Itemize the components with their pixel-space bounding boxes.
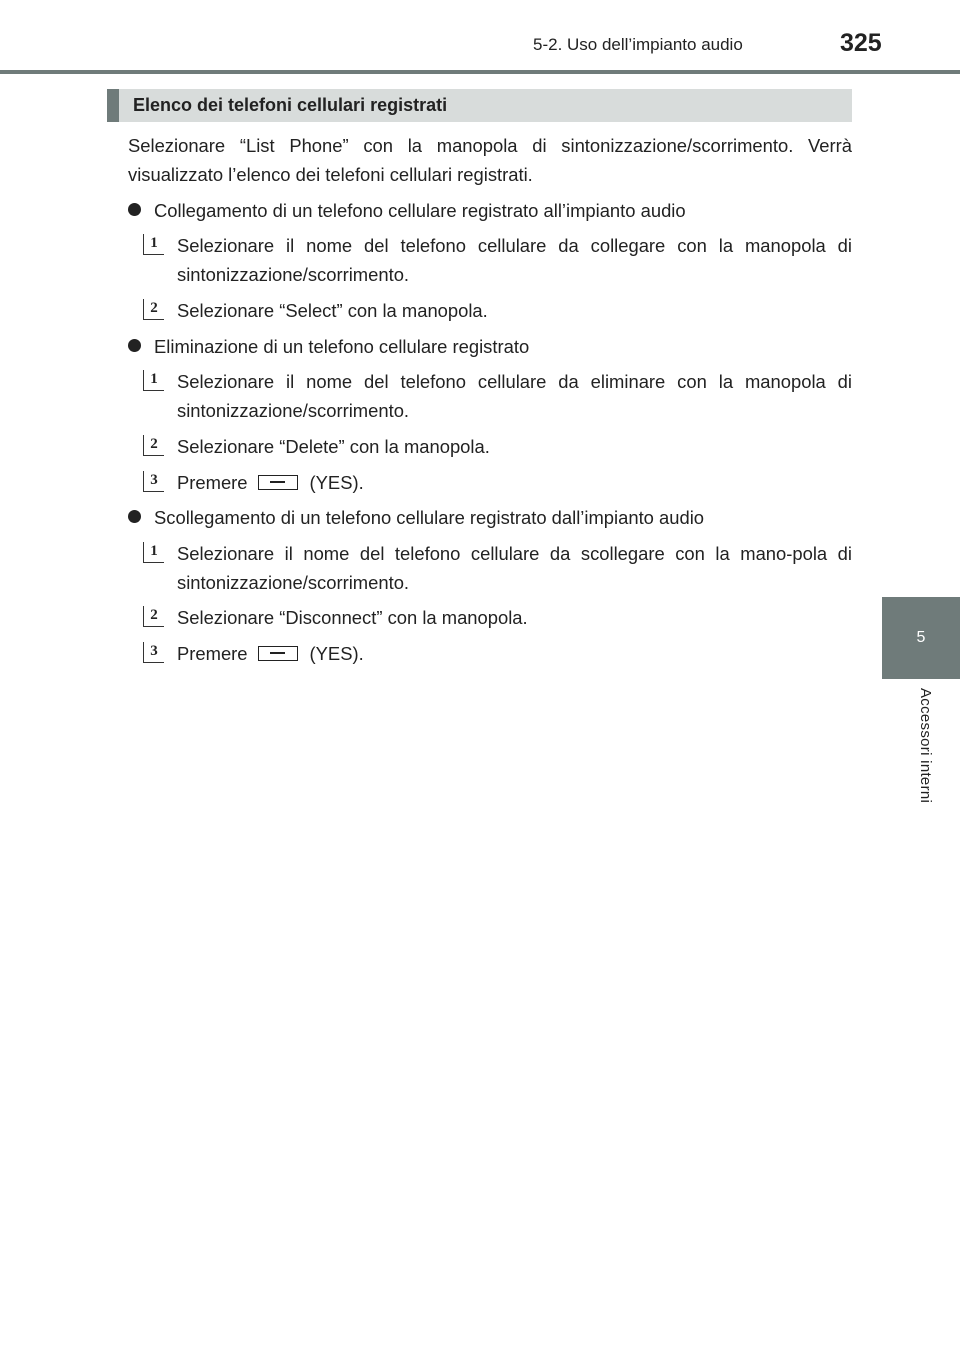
chapter-number: 5 (916, 629, 926, 646)
step-text: Selezionare il nome del telefono cellulare da collegare con la manopola di sintonizzazione/scorrimento. (177, 235, 852, 285)
chapter-title: Accessori interni (917, 688, 934, 804)
step-text (177, 468, 852, 497)
header-divider (0, 70, 960, 74)
dash-button-icon (258, 475, 298, 490)
step-text (177, 639, 852, 668)
bullet-icon (128, 203, 141, 216)
step-text: Selezionare il nome del telefono cellulare da scollegare con la mano-pola di sintonizzazione/scorrimento. (177, 543, 852, 593)
step-number-badge: 1 (143, 234, 164, 255)
step-number-badge: 2 (143, 435, 164, 456)
step-number-badge: 1 (143, 370, 164, 391)
header-section-title: 5-2. Uso dell’impianto audio (533, 35, 743, 54)
procedure-title: Scollegamento di un telefono cellulare registrato dall’impianto audio (154, 507, 705, 528)
section-title: Elenco dei telefoni cellulari registrati (133, 95, 448, 115)
step-text-before: Premere (177, 643, 248, 664)
step-text-before: Premere (177, 472, 248, 493)
chapter-tab (882, 597, 960, 679)
step-text: Selezionare “Select” con la manopola. (177, 300, 488, 321)
procedure-title: Eliminazione di un telefono cellulare registrato (154, 336, 530, 357)
procedure-heading (128, 196, 852, 225)
step-text-after: (YES). (309, 643, 364, 664)
bullet-icon (128, 339, 141, 352)
page-number: 325 (840, 29, 882, 57)
section-heading-bar (107, 89, 852, 122)
procedure-title: Collegamento di un telefono cellulare registrato all’impianto audio (154, 200, 686, 221)
dash-button-icon (258, 646, 298, 661)
step-text: Selezionare “Delete” con la manopola. (177, 436, 490, 457)
step-number-badge: 3 (143, 471, 164, 492)
step-text: Selezionare il nome del telefono cellulare da eliminare con la manopola di sintonizzazione/scorrimento. (177, 371, 852, 421)
step-number-badge: 3 (143, 642, 164, 663)
intro-paragraph: Selezionare “List Phone” con la manopola di sintonizzazione/scorrimento. Verrà visualizzato l’elenco dei telefoni cellulari registrati. (128, 135, 852, 185)
procedure-heading (128, 332, 852, 361)
step-number-badge: 2 (143, 299, 164, 320)
step-number-badge: 2 (143, 606, 164, 627)
step-text-after: (YES). (309, 472, 364, 493)
step-number-badge: 1 (143, 542, 164, 563)
step-text: Selezionare “Disconnect” con la manopola. (177, 607, 528, 628)
bullet-icon (128, 510, 141, 523)
procedure-heading (128, 503, 852, 532)
